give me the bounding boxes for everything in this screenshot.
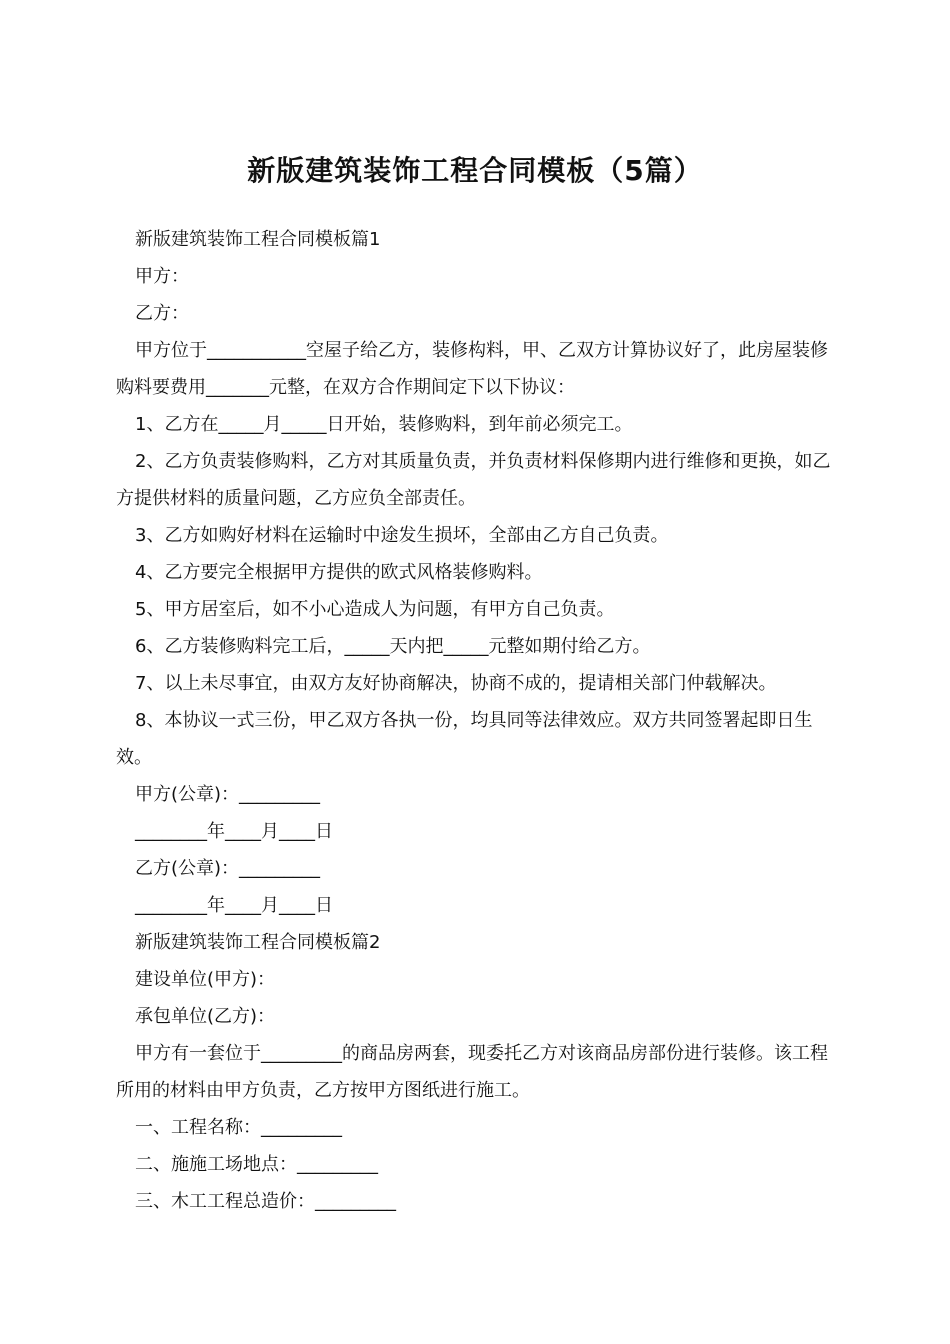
- party-a-date-line: ________年____月____日: [135, 821, 333, 842]
- document-body: [116, 221, 840, 1220]
- clause-2: 2、乙方负责装修购料，乙方对其质量负责，并负责材料保修期内进行维修和更换，如乙方提供材料的质量问题，乙方应负全部责任。: [116, 451, 831, 509]
- party-b-seal-line: 乙方(公章)：_________: [135, 858, 321, 879]
- section-heading-2: 新版建筑装饰工程合同模板篇2: [135, 932, 381, 953]
- builder-line: 建设单位(甲方)：: [135, 969, 276, 990]
- party-b-line: 乙方：: [135, 303, 189, 324]
- clause-6: 6、乙方装修购料完工后，_____天内把_____元整如期付给乙方。: [135, 636, 651, 657]
- document-title: 新版建筑装饰工程合同模板（5篇）: [247, 153, 703, 187]
- party-a-line: 甲方：: [135, 266, 189, 287]
- party-b-date-line: ________年____月____日: [135, 895, 333, 916]
- clause-1: 1、乙方在_____月_____日开始，装修购料，到年前必须完工。: [135, 414, 633, 435]
- site-location-line: 二、施施工场地点：_________: [135, 1154, 378, 1175]
- section-heading-1: 新版建筑装饰工程合同模板篇1: [135, 229, 381, 250]
- total-cost-line: 三、木工工程总造价：_________: [135, 1191, 396, 1212]
- clause-5: 5、甲方居室后，如不小心造成人为问题，有甲方自己负责。: [135, 599, 615, 620]
- clause-8: 8、本协议一式三份，甲乙双方各执一份，均具同等法律效应。双方共同签署起即日生效。: [116, 710, 813, 768]
- clause-7: 7、以上未尽事宜，由双方友好协商解决，协商不成的，提请相关部门仲载解决。: [135, 673, 777, 694]
- clause-4: 4、乙方要完全根据甲方提供的欧式风格装修购料。: [135, 562, 543, 583]
- project-name-line: 一、工程名称：_________: [135, 1117, 342, 1138]
- contractor-line: 承包单位(乙方)：: [135, 1006, 276, 1027]
- party-a-seal-line: 甲方(公章)：_________: [135, 784, 321, 805]
- intro-paragraph: 甲方位于___________空屋子给乙方，装修构料，甲、乙双方计算协议好了，此房屋装修购料要费用_______元整，在双方合作期间定下以下协议：: [116, 340, 828, 398]
- intro-paragraph-2: 甲方有一套位于_________的商品房两套，现委托乙方对该商品房部份进行装修。该工程所用的材料由甲方负责，乙方按甲方图纸进行施工。: [116, 1043, 828, 1101]
- clause-3: 3、乙方如购好材料在运输时中途发生损坏，全部由乙方自己负责。: [135, 525, 669, 546]
